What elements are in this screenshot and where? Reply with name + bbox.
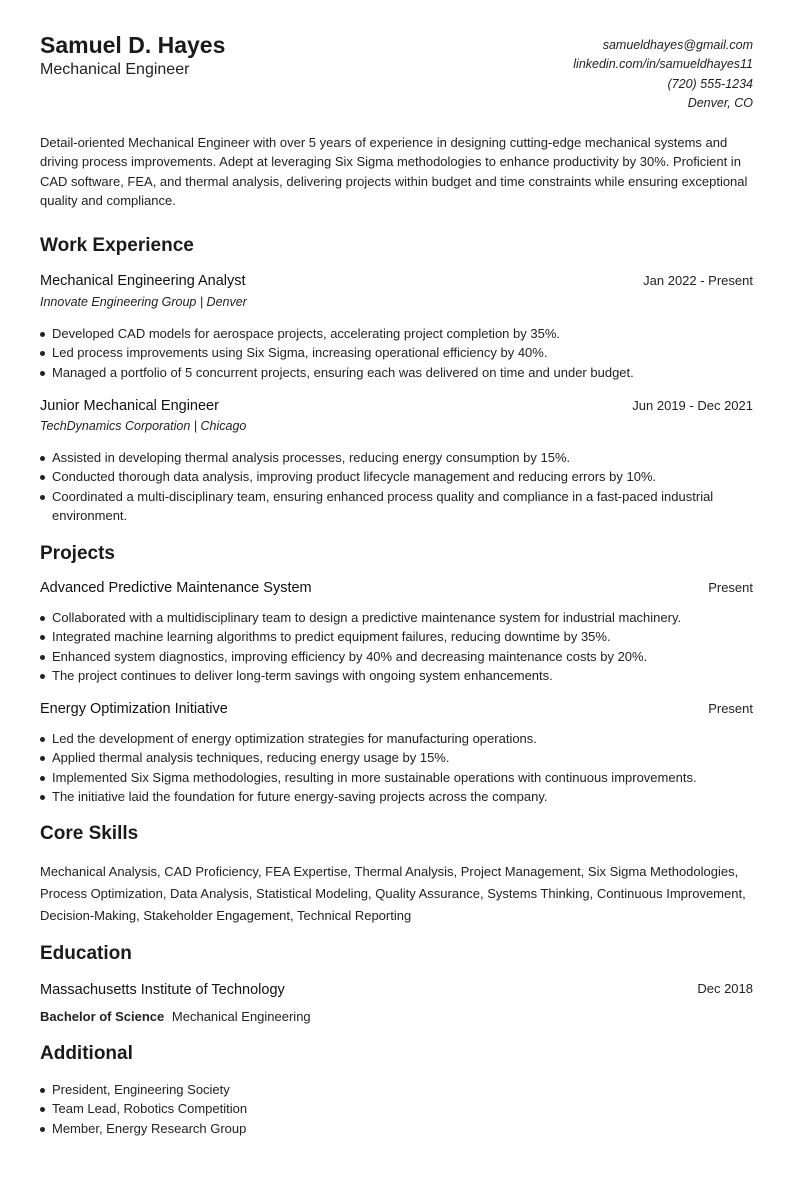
section-heading-education: Education — [40, 943, 132, 964]
list-item: Enhanced system diagnostics, improving efficiency by 40% and decreasing maintenance costs by 20%. — [52, 647, 765, 666]
list-item: Coordinated a multi-disciplinary team, ensuring enhanced process quality and compliance in a fast-paced industrial environment. — [52, 487, 765, 526]
project-bullets — [40, 729, 765, 807]
list-item: Team Lead, Robotics Competition — [52, 1099, 765, 1118]
list-item: Collaborated with a multidisciplinary team to design a predictive maintenance system for industrial machinery. — [52, 608, 765, 627]
linkedin-link[interactable]: linkedin.com/in/samueldhayes11 — [573, 57, 753, 72]
project-date: Present — [708, 701, 753, 716]
list-item: Developed CAD models for aerospace projects, accelerating project completion by 35%. — [52, 324, 765, 343]
project-bullets — [40, 608, 765, 686]
list-item: Integrated machine learning algorithms to predict equipment failures, reducing downtime by 35%. — [52, 627, 765, 646]
section-heading-projects: Projects — [40, 543, 115, 564]
project-title: Energy Optimization Initiative — [40, 701, 228, 717]
list-item: Conducted thorough data analysis, improving product lifecycle management and reducing errors by 10%. — [52, 467, 765, 486]
additional-bullets — [40, 1080, 765, 1138]
section-heading-additional: Additional — [40, 1043, 133, 1064]
job-company: Innovate Engineering Group | Denver — [40, 295, 247, 309]
section-heading-skills: Core Skills — [40, 823, 139, 844]
job-date: Jun 2019 - Dec 2021 — [632, 398, 753, 413]
job-bullets — [40, 324, 765, 382]
list-item: The project continues to deliver long-term savings with ongoing system enhancements. — [52, 666, 765, 685]
education-date: Dec 2018 — [697, 981, 753, 996]
candidate-name: Samuel D. Hayes — [40, 32, 226, 58]
phone-text: (720) 555-1234 — [667, 76, 753, 91]
list-item: Applied thermal analysis techniques, reducing energy usage by 15%. — [52, 748, 765, 767]
school-name: Massachusetts Institute of Technology — [40, 982, 285, 998]
job-date: Jan 2022 - Present — [643, 273, 753, 288]
list-item: Assisted in developing thermal analysis processes, reducing energy consumption by 15%. — [52, 448, 765, 467]
list-item: Led the development of energy optimization strategies for manufacturing operations. — [52, 729, 765, 748]
section-heading-work: Work Experience — [40, 235, 194, 256]
list-item: The initiative laid the foundation for future energy-saving projects across the company. — [52, 787, 765, 806]
project-title: Advanced Predictive Maintenance System — [40, 580, 312, 596]
list-item: Led process improvements using Six Sigma, increasing operational efficiency by 40%. — [52, 343, 765, 362]
degree-line — [40, 1009, 311, 1024]
list-item: Implemented Six Sigma methodologies, resulting in more sustainable operations with continuous improvements. — [52, 768, 765, 787]
job-title: Mechanical Engineering Analyst — [40, 273, 246, 289]
degree-type: Bachelor of Science — [40, 1009, 165, 1024]
job-title: Junior Mechanical Engineer — [40, 398, 219, 414]
list-item: Member, Energy Research Group — [52, 1119, 765, 1138]
list-item: Managed a portfolio of 5 concurrent projects, ensuring each was delivered on time and under budget. — [52, 363, 765, 382]
summary-paragraph: Detail-oriented Mechanical Engineer with over 5 years of experience in designing cutting-edge mechanical systems and driving process improvements. Adept at leveraging Six Sigma methodologies to enhance productivity by 30%. Proficient in CAD software, FEA, and thermal analysis, delivering projects within budget and time constraints while ensuring exceptional quality and compliance. — [40, 135, 748, 209]
location-text: Denver, CO — [687, 95, 753, 110]
candidate-title: Mechanical Engineer — [40, 61, 190, 78]
resume-page — [40, 0, 753, 1136]
project-date: Present — [708, 580, 753, 595]
list-item: President, Engineering Society — [52, 1080, 765, 1099]
degree-field: Mechanical Engineering — [171, 1009, 311, 1024]
email-link[interactable]: samueldhayes@gmail.com — [602, 38, 753, 52]
resume-header — [40, 0, 753, 120]
job-bullets — [40, 448, 765, 526]
job-company: TechDynamics Corporation | Chicago — [40, 419, 247, 433]
skills-text: Mechanical Analysis, CAD Proficiency, FEA Expertise, Thermal Analysis, Project Management, Six Sigma Methodologies, Process Optimization, Data Analysis, Statistical Modeling, Quality Assurance, Systems Thinking, Continuous Improvement, Decision-Making, Stakeholder Engagement, Technical Reporting — [40, 864, 746, 923]
contact-block — [573, 36, 753, 113]
